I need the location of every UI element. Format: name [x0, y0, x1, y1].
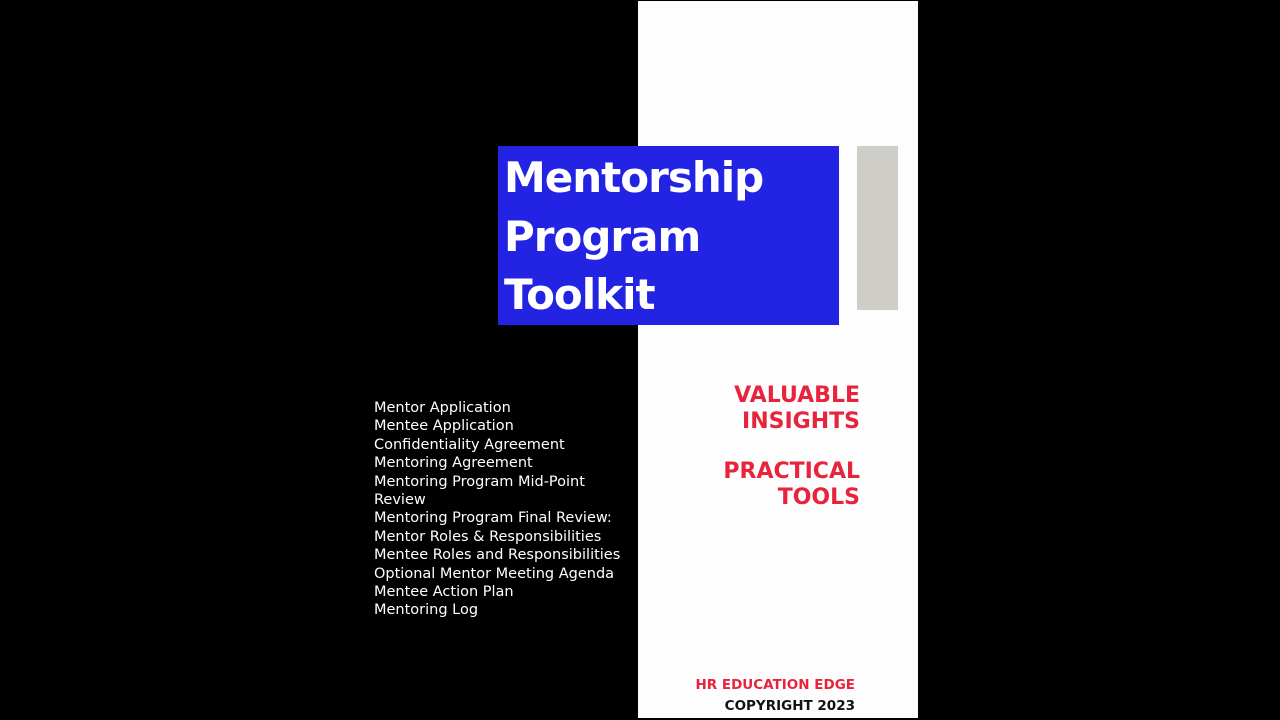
- contents-item: Confidentiality Agreement: [374, 436, 565, 453]
- contents-item: Mentoring Agreement: [374, 455, 533, 472]
- contents-item: Mentee Action Plan: [374, 584, 514, 601]
- contents-item: Mentoring Log: [374, 602, 479, 619]
- tagline-practical-tools: [723, 459, 860, 511]
- tagline-line: PRACTICAL: [723, 459, 860, 484]
- contents-item: Mentor Roles & Responsibilities: [374, 528, 602, 545]
- title-block: [498, 146, 839, 325]
- contents-item: Optional Mentor Meeting Agenda: [374, 565, 615, 582]
- contents-item: Mentoring Program Mid-Point Review: [374, 473, 585, 509]
- contents-item: Mentee Roles and Responsibilities: [374, 547, 621, 564]
- tagline-line: VALUABLE: [734, 383, 860, 408]
- contents-item: Mentoring Program Final Review:: [374, 510, 612, 527]
- title-line-2: Program: [504, 212, 701, 261]
- contents-item: Mentor Application: [374, 400, 511, 416]
- tagline-line: TOOLS: [777, 485, 860, 510]
- title-line-1: Mentorship: [504, 153, 764, 202]
- tagline-line: INSIGHTS: [742, 409, 860, 434]
- title-line-3: Toolkit: [504, 270, 655, 319]
- contents-list: [374, 399, 624, 620]
- publisher-name: HR EDUCATION EDGE: [695, 677, 855, 693]
- tagline-valuable-insights: [734, 383, 860, 435]
- copyright-notice: COPYRIGHT 2023: [724, 698, 855, 714]
- toolkit-cover-page: [362, 1, 918, 718]
- contents-item: Mentee Application: [374, 418, 514, 435]
- gray-accent-bar: [857, 146, 898, 310]
